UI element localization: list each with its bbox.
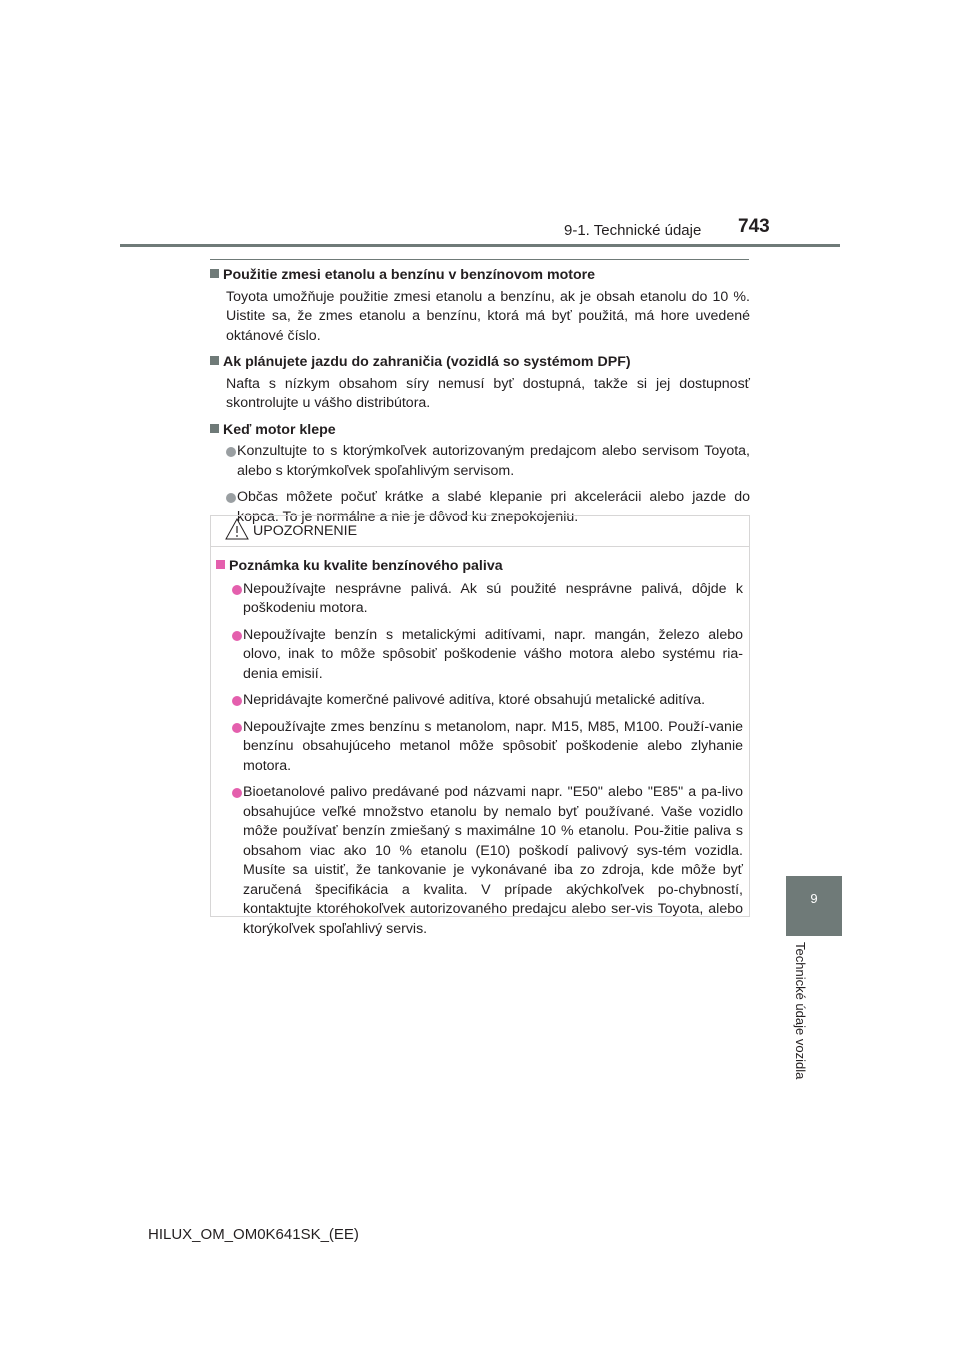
warning-list-item: Bioetanolové palivo predávané pod názvami napr. "E50" alebo "E85" a pa-livo obsahujúce veľké množstvo etanolu by nemalo byť používané. Vaše vozidlo môže používať benzín zmiešaný s maximálne 10 % etanolu. Pou-žitie paliva s obsahom viac ako 10 % etanolu (E10) poškodí palivový sys-tém vozidla. Musíte sa uistiť, že tankovanie je vykonávané iba zo zdroja, kde môže byť zaručená špecifikácia a kvalita. V prípade akýchkoľvek po-chybností, kontaktujte ktoréhokoľvek autorizovaného predajcu alebo ser-vis Toyota, alebo ktorýkoľvek spoľahlivý servis. [232,783,743,939]
section-text: Toyota umožňuje použitie zmesi etanolu a benzínu, ak je obsah etanolu do 10 %. Uistite sa, že zmes etanolu a benzínu, ktorá má byť použitá, má hore uvedené oktánové číslo. [226,288,750,344]
circle-bullet-icon [232,723,242,733]
warning-heading: Poznámka ku kvalite benzínového paliva [216,557,743,577]
square-bullet-icon [210,424,219,433]
section-title: 9-1. Technické údaje [564,222,702,239]
warning-list-item: Nepridávajte komerčné palivové aditíva, ktoré obsahujú metalické aditíva. [232,691,743,711]
header-divider [120,244,840,247]
warning-box [210,515,750,937]
circle-bullet-icon [226,447,236,457]
section-heading: Keď motor klepe [210,421,750,441]
warning-title-bar [211,516,749,547]
circle-bullet-icon [232,788,242,798]
section-text: Nafta s nízkym obsahom síry nemusí byť dostupná, takže si jej dostupnosť skontrolujte u vášho distribútora. [226,375,750,411]
page-number: 743 [738,216,770,237]
list-item: Konzultujte to s ktorýmkoľvek autorizovaným predajcom alebo servisom Toyota, alebo s ktorýmkoľvek spoľahlivým servisom. [226,442,750,481]
square-bullet-icon [210,269,219,278]
document-footer: HILUX_OM_OM0K641SK_(EE) [148,1226,359,1243]
list-item: Občas môžete počuť krátke a slabé klepanie pri akcelerácii alebo jazde do kopca. To je normálne a nie je dôvod ku znepokojeniu. [226,488,750,527]
circle-bullet-icon [226,493,236,503]
square-bullet-icon [216,560,225,569]
chapter-tab-label: Technické údaje vozidla [793,942,808,1080]
section-heading: Použitie zmesi etanolu a benzínu v benzínovom motore [210,266,750,286]
circle-bullet-icon [232,696,242,706]
warning-title: UPOZORNENIE [253,523,358,539]
circle-bullet-icon [232,631,242,641]
content-divider [210,259,749,260]
warning-list-item: Nepoužívajte benzín s metalickými aditívami, napr. mangán, železo alebo olovo, inak to môže spôsobiť poškodenie vášho motora alebo systému ria-denia emisií. [232,626,743,685]
warning-body [216,557,743,946]
square-bullet-icon [210,356,219,365]
chapter-tab[interactable]: 9 [786,876,842,936]
section-heading: Ak plánujete jazdu do zahraničia (vozidlá so systémom DPF) [210,353,750,373]
warning-triangle-icon [225,517,249,541]
circle-bullet-icon [232,585,242,595]
warning-list-item: Nepoužívajte nesprávne palivá. Ak sú použité nesprávne palivá, dôjde k poškodeniu motora. [232,580,743,619]
warning-list-item: Nepoužívajte zmes benzínu s metanolom, napr. M15, M85, M100. Použí-vanie benzínu obsahujúceho metanol môže spôsobiť poškodenie alebo zlyhanie motora. [232,718,743,777]
main-content [210,266,750,534]
